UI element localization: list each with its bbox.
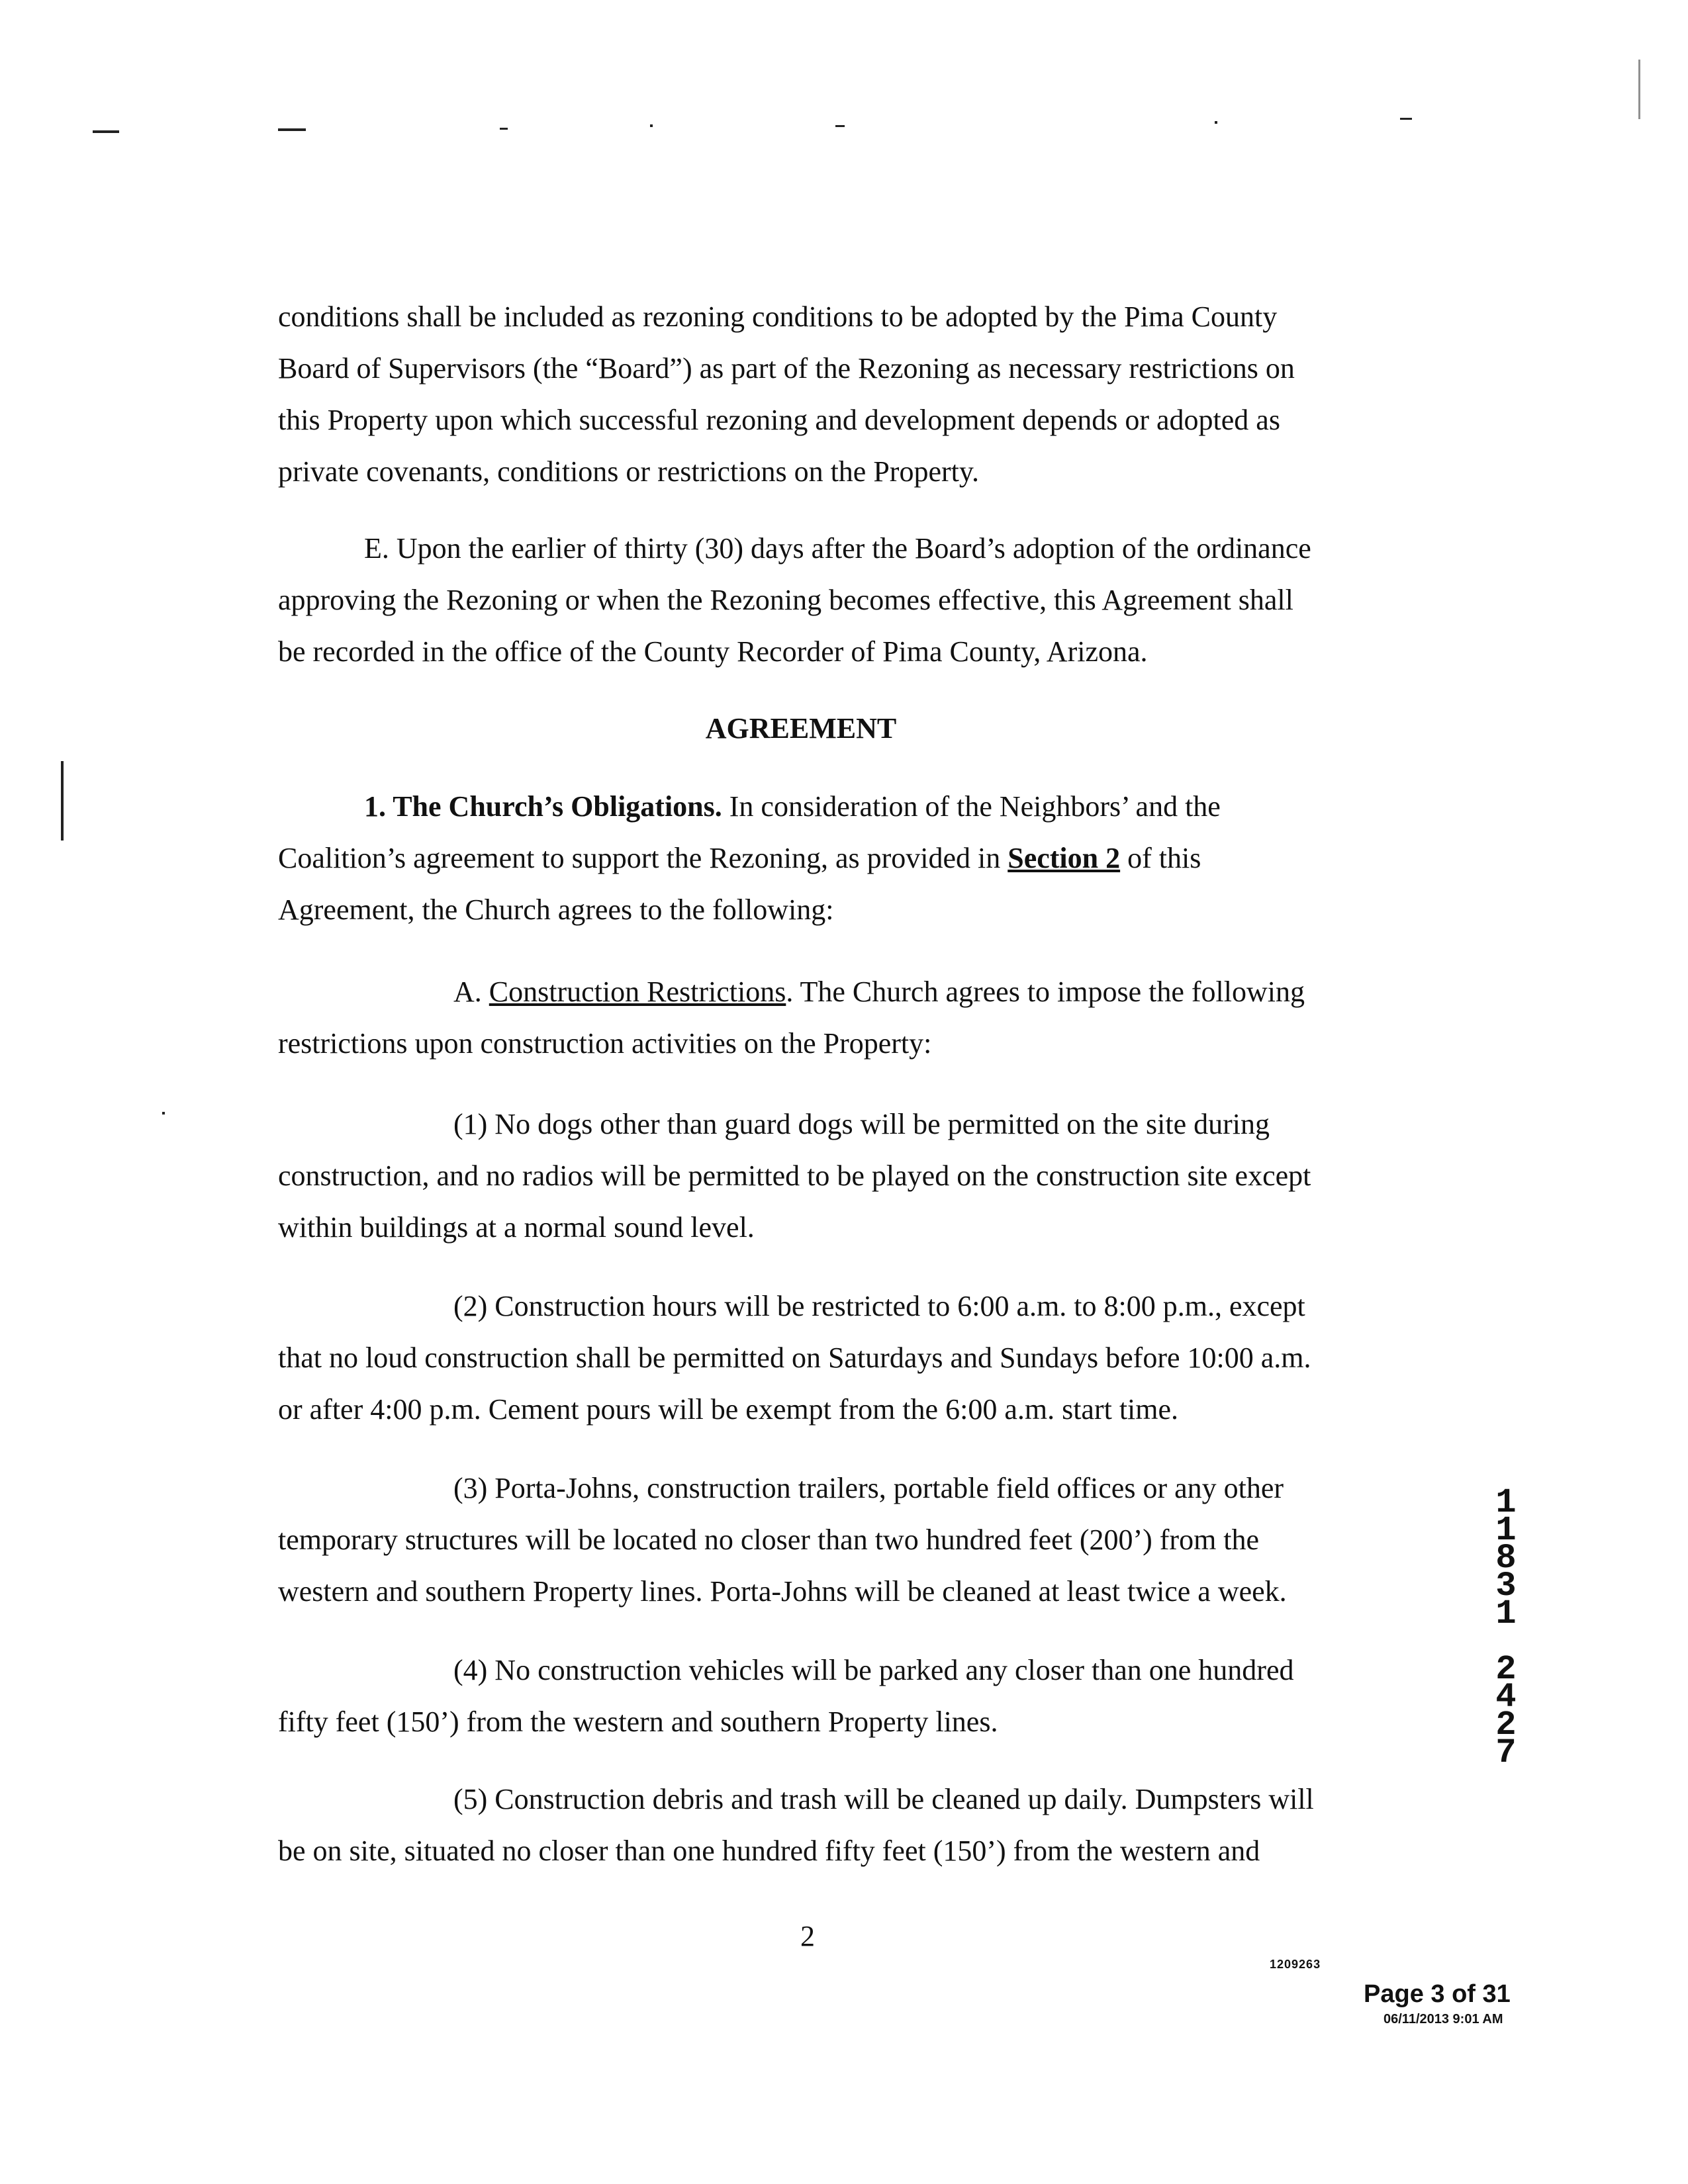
paragraph-d-continuation: conditions shall be included as rezoning conditions to be adopted by the Pima County Board of Supervisors (the “Board”) as part of the Rezoning as necessary restrictions on this Property upon which successful rezoning and development depends or adopted as private covenants, conditions or restrictions on the Property. [278,300,1295,488]
stamp-digit: 3 [1495,1567,1517,1606]
subsection-a-paragraph [278,966,1324,1069]
page-number: 2 [800,1920,815,1952]
scan-mark [650,124,653,127]
scan-mark [500,128,508,130]
agreement-heading: AGREEMENT [705,712,897,745]
list-item: (4) No construction vehicles will be parked any closer than one hundred fifty feet (150’) from the western and southern Property lines. [278,1654,1294,1738]
section-1-title: 1. The Church’s Obligations. [364,790,722,823]
list-item: (2) Construction hours will be restricted to 6:00 a.m. to 8:00 p.m., except that no loud construction shall be permitted on Saturdays and Sundays before 10:00 a.m. or after 4:00 p.m. Cement pours will be exempt from the 6:00 a.m. start time. [278,1290,1311,1426]
scan-mark [1400,118,1412,120]
stamp-digit: 2 [1495,1706,1517,1745]
section-1-paragraph [278,781,1324,936]
scan-mark [278,128,306,131]
subsection-a-text: . The Church agrees to impose the following restrictions upon construction activities on the Property: [278,976,1305,1060]
subsection-a-title: Construction Restrictions [489,976,786,1008]
scan-mark [61,761,64,841]
stamp-digit: 8 [1495,1539,1517,1578]
scan-mark [835,125,845,127]
footer-page-label: Page 3 of 31 [1364,1980,1511,2008]
scan-mark [1215,121,1217,124]
subsection-a-label: A. [453,976,482,1008]
recording-stamp [1489,1483,1523,1772]
section-1-text-after: of this Agreement, the Church agrees to the following: [278,842,1201,926]
footer-datetime: 06/11/2013 9:01 AM [1383,2012,1503,2026]
scan-mark [1638,60,1640,119]
list-item: (5) Construction debris and trash will be cleaned up daily. Dumpsters will be on site, situated no closer than one hundred fifty feet (150’) from the western and [278,1783,1314,1867]
section-2-reference: Section 2 [1008,842,1121,874]
stamp-digit: 4 [1495,1678,1517,1717]
stamp-digit: 7 [1495,1733,1517,1772]
scan-mark [93,130,119,133]
scan-mark [162,1112,165,1115]
stamp-digit: 1 [1495,1483,1517,1522]
list-item: (1) No dogs other than guard dogs will be permitted on the site during construction, and no radios will be permitted to be played on the construction site except within buildings at a normal sound level. [278,1108,1311,1244]
stamp-digit: 1 [1495,1594,1517,1633]
document-id: 1209263 [1270,1958,1321,1971]
stamp-digit: 2 [1495,1650,1517,1689]
paragraph-e: E. Upon the earlier of thirty (30) days after the Board’s adoption of the ordinance approving the Rezoning or when the Rezoning becomes effective, this Agreement shall be recorded in the office of the County Recorder of Pima County, Arizona. [278,532,1311,668]
list-item: (3) Porta-Johns, construction trailers, portable field offices or any other temporary structures will be located no closer than two hundred feet (200’) from the western and southern Property lines. Porta-Johns will be cleaned at least twice a week. [278,1472,1287,1608]
stamp-digit: 1 [1495,1511,1517,1550]
section-1-text: In consideration of the Neighbors’ and the Coalition’s agreement to support the Rezoning, as provided in [278,790,1221,874]
